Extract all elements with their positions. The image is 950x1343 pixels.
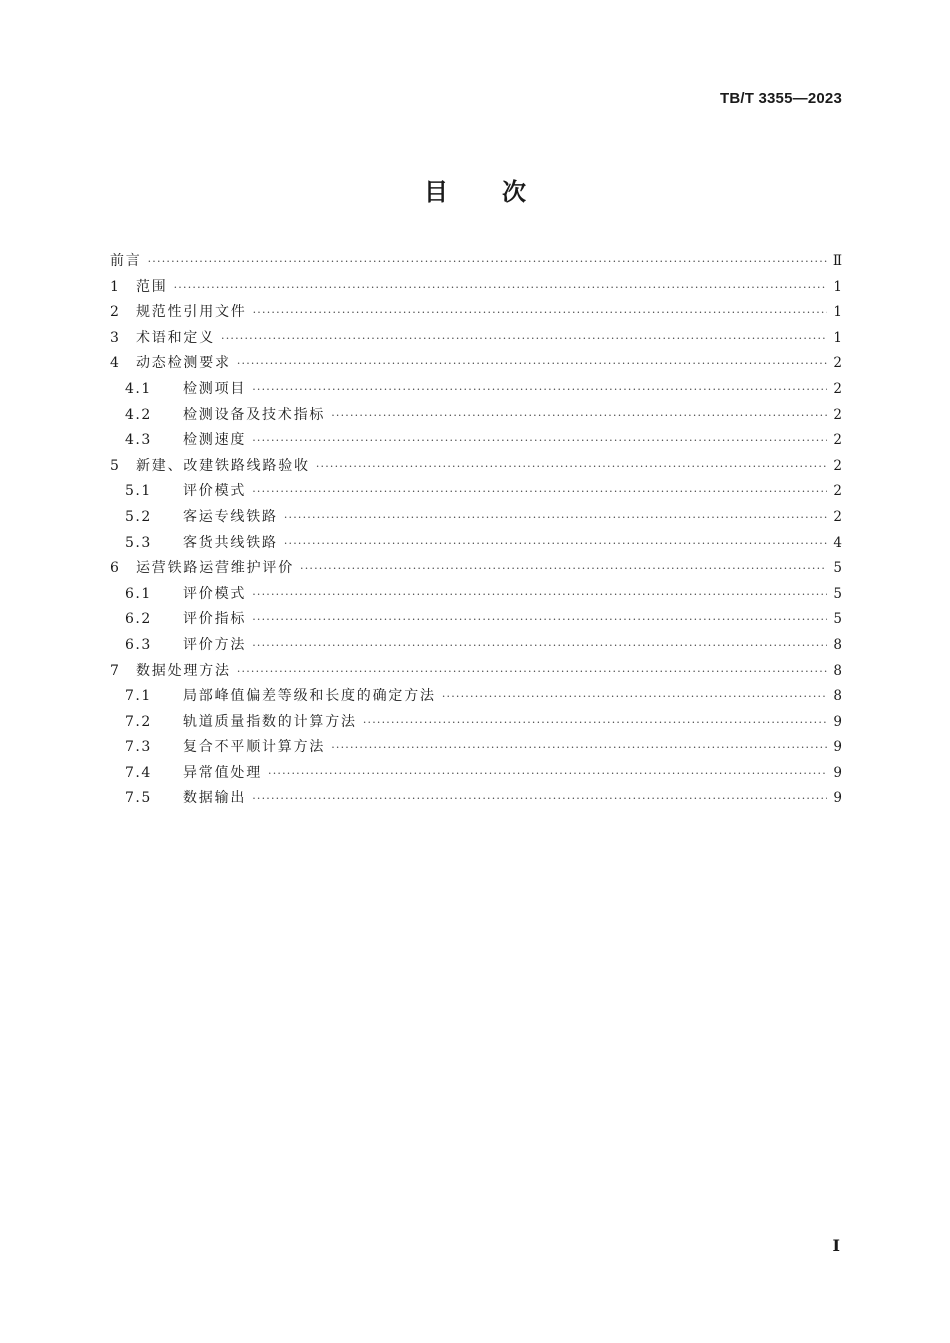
toc-entry-number: 1 [110, 278, 119, 295]
toc-entry-page: 2 [833, 406, 842, 423]
toc-entry-page: 4 [833, 534, 842, 551]
toc-entry-page: 9 [833, 713, 842, 730]
toc-entry-number: 5.2 [125, 508, 152, 525]
toc-entry-label: 检测项目 [183, 380, 247, 397]
toc-entry-label: 局部峰值偏差等级和长度的确定方法 [183, 688, 436, 705]
toc-entry-label: 评价模式 [183, 585, 247, 602]
toc-entry[interactable] [110, 300, 842, 326]
toc-entry-page: 5 [833, 560, 842, 577]
dot-leader [331, 403, 827, 429]
document-code: TB/T 3355—2023 [719, 90, 842, 107]
dot-leader [148, 249, 827, 275]
toc-entry-page: 8 [833, 688, 842, 705]
toc-entry-label: 数据处理方法 [136, 662, 231, 679]
dot-leader [252, 633, 827, 659]
toc-entry-number: 4.1 [125, 380, 152, 397]
toc-entry-page: 8 [833, 662, 842, 679]
toc-entry-page: 9 [833, 764, 842, 781]
toc-entry-page: 9 [833, 739, 842, 756]
toc-entry[interactable] [110, 479, 842, 505]
toc-entry-label: 异常值处理 [183, 764, 262, 781]
toc-entry-label: 前言 [110, 253, 142, 269]
dot-leader [284, 531, 828, 557]
dot-leader [331, 735, 827, 761]
toc-entry-label: 运营铁路运营维护评价 [136, 560, 294, 577]
page-title: 目次 [424, 178, 580, 206]
toc-entry-page: 2 [833, 355, 842, 372]
toc-entry[interactable] [110, 326, 842, 352]
toc-entry[interactable] [110, 556, 842, 582]
toc-entry-page: 8 [833, 636, 842, 653]
dot-leader [174, 275, 828, 301]
toc-entry-label: 术语和定义 [136, 329, 215, 346]
toc-entry-number: 5.1 [125, 483, 152, 500]
toc-entry-number: 7.2 [125, 713, 152, 730]
dot-leader [253, 300, 828, 326]
toc-entry-label: 范围 [136, 278, 168, 295]
toc-entry[interactable] [110, 377, 842, 403]
toc-entry[interactable] [110, 531, 842, 557]
toc-entry-page: 2 [833, 508, 842, 525]
toc-entry[interactable] [110, 659, 842, 685]
dot-leader [252, 786, 827, 812]
toc-entry-number: 4.3 [125, 432, 152, 449]
toc-entry[interactable] [110, 761, 842, 787]
toc-entry-label: 动态检测要求 [136, 355, 231, 372]
dot-leader [252, 377, 827, 403]
dot-leader [252, 428, 827, 454]
toc-entry-label: 评价指标 [183, 611, 247, 628]
dot-leader [237, 351, 828, 377]
dot-leader [221, 326, 827, 352]
toc-entry-label: 复合不平顺计算方法 [183, 739, 326, 756]
dot-leader [237, 659, 828, 685]
toc-entry[interactable] [110, 582, 842, 608]
toc-entry-number: 7 [110, 662, 119, 679]
toc-entry[interactable] [110, 684, 842, 710]
dot-leader [284, 505, 828, 531]
toc-entry[interactable] [110, 710, 842, 736]
dot-leader [363, 710, 828, 736]
toc-entry-page: 5 [833, 585, 842, 602]
toc-entry-number: 4 [110, 355, 119, 372]
toc-entry-label: 评价方法 [183, 636, 247, 653]
toc-entry-label: 客货共线铁路 [183, 534, 278, 551]
dot-leader [268, 761, 827, 787]
toc-entry[interactable] [110, 633, 842, 659]
toc-entry-page: Ⅱ [832, 253, 842, 269]
toc-entry-page: 2 [833, 483, 842, 500]
toc-entry-number: 6.3 [125, 636, 152, 653]
toc-entry-number: 7.5 [125, 790, 152, 807]
toc-entry-label: 评价模式 [183, 483, 247, 500]
toc-entry-label: 客运专线铁路 [183, 508, 278, 525]
toc-entry[interactable] [110, 735, 842, 761]
toc-entry-page: 9 [833, 790, 842, 807]
table-of-contents [110, 249, 842, 812]
toc-entry-number: 5 [110, 457, 119, 474]
toc-entry-number: 7.1 [125, 688, 152, 705]
toc-entry-page: 1 [833, 329, 842, 346]
toc-entry-label: 新建、改建铁路线路验收 [136, 457, 310, 474]
toc-entry-number: 6.1 [125, 585, 152, 602]
toc-entry-label: 数据输出 [183, 790, 247, 807]
dot-leader [316, 454, 828, 480]
toc-entry[interactable] [110, 454, 842, 480]
toc-entry[interactable] [110, 786, 842, 812]
toc-entry-page: 1 [833, 304, 842, 321]
toc-entry-number: 5.3 [125, 534, 152, 551]
dot-leader [252, 479, 827, 505]
page-number: Ⅰ [832, 1236, 840, 1255]
toc-entry-page: 2 [833, 432, 842, 449]
toc-entry-number: 4.2 [125, 406, 152, 423]
toc-entry-number: 7.4 [125, 764, 152, 781]
toc-entry-label: 检测速度 [183, 432, 247, 449]
toc-entry-page: 1 [833, 278, 842, 295]
dot-leader [252, 582, 827, 608]
dot-leader [300, 556, 827, 582]
toc-entry-number: 2 [110, 304, 119, 321]
toc-entry-number: 7.3 [125, 739, 152, 756]
toc-entry-number: 6.2 [125, 611, 152, 628]
toc-entry[interactable] [110, 505, 842, 531]
toc-entry[interactable] [110, 403, 842, 429]
toc-entry-label: 检测设备及技术指标 [183, 406, 326, 423]
dot-leader [252, 607, 827, 633]
dot-leader [442, 684, 828, 710]
toc-entry-number: 3 [110, 329, 119, 346]
toc-entry[interactable] [110, 607, 842, 633]
toc-entry[interactable] [110, 351, 842, 377]
toc-entry[interactable] [110, 249, 842, 275]
toc-entry[interactable] [110, 428, 842, 454]
toc-entry-label: 轨道质量指数的计算方法 [183, 713, 357, 730]
toc-entry-page: 2 [833, 457, 842, 474]
toc-entry[interactable] [110, 275, 842, 301]
toc-entry-page: 5 [833, 611, 842, 628]
toc-entry-number: 6 [110, 560, 119, 577]
toc-entry-page: 2 [833, 380, 842, 397]
toc-entry-label: 规范性引用文件 [136, 304, 247, 321]
